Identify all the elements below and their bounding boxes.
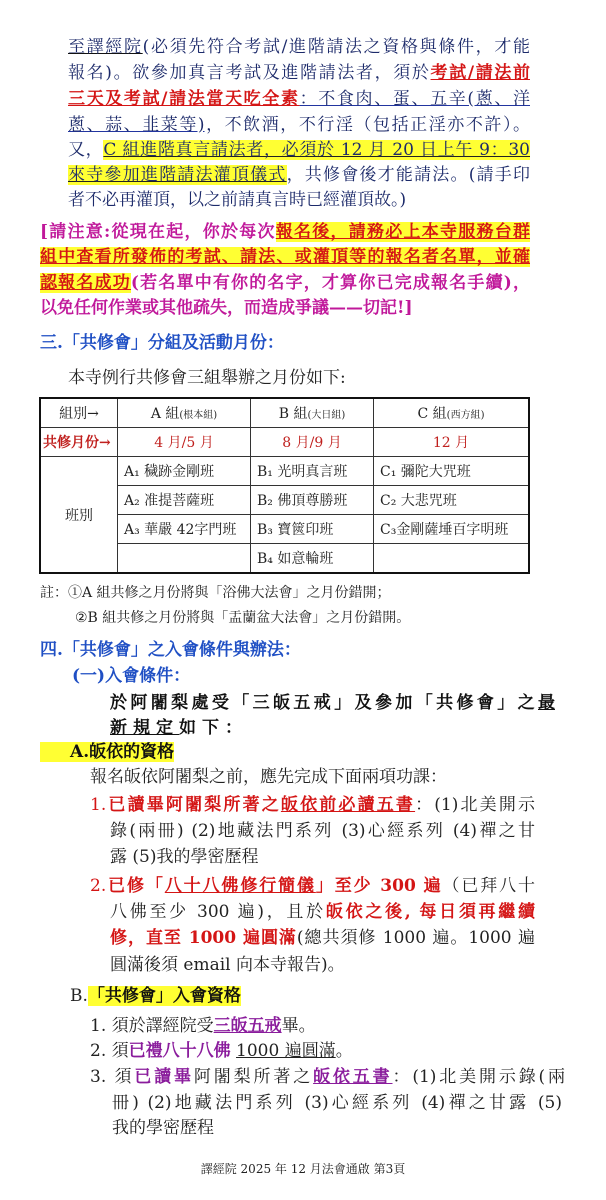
text-segment: (必須先符合考試/進階請法之資格與條件，才能 (142, 37, 531, 57)
text-segment: 者不必再灌頂，以之前請真言時已經灌頂故。) (68, 190, 407, 210)
group-a-header (118, 398, 251, 428)
text-line (110, 927, 535, 949)
text-segment: 三皈五戒 (213, 1016, 282, 1036)
text-segment: 蔥、蒜、韭菜等) (68, 115, 205, 135)
text-segment: 已修「 (106, 876, 165, 896)
text-segment: 畢。 (281, 1016, 316, 1036)
text-segment: ，不飲酒，不行淫（包括正淫亦不許）。 (204, 115, 530, 135)
class-cell: C₁ 彌陀大咒班 (374, 457, 530, 486)
text-segment: 2. 須 (90, 1041, 129, 1061)
class-cell: B₁ 光明真言班 (251, 457, 374, 486)
text-line (68, 164, 530, 186)
text-segment: 1. 須於譯經院受 (90, 1016, 214, 1036)
text-segment: 認報名成功 (40, 273, 131, 293)
page-footer: 譯經院 2025 年 12 月法會通啟 第3頁 (200, 1162, 406, 1176)
group-table (39, 397, 530, 574)
text-line (110, 820, 535, 842)
class-cell: B₃ 寶篋印班 (251, 515, 374, 544)
text-segment: 「共修會」入會資格 (87, 986, 241, 1006)
text-segment: 我的學密歷程 (112, 1118, 214, 1138)
text-segment: (總共須修 1000 遍。1000 遍 (296, 928, 535, 948)
notice-line (40, 297, 413, 319)
text-segment: 本寺例行共修會三組舉辦之月份如下: (68, 368, 346, 388)
text-segment: 修，直至 1000 遍圓滿 (110, 928, 297, 948)
months-cell: 8 月/9 月 (251, 428, 374, 457)
text-line (112, 1117, 214, 1139)
notice-line (40, 272, 530, 294)
text-segment: 於阿闍梨處受「三皈五戒」及參加「共修會」之 (110, 693, 538, 713)
text-segment: 三天及考試/請法當天吃全素 (68, 89, 300, 109)
text-segment: A.皈依的資格 (70, 742, 175, 762)
class-cell (118, 544, 251, 574)
class-cell: B₂ 佛頂尊勝班 (251, 486, 374, 515)
text-segment: 露 (5)我的學密歷程 (110, 847, 259, 867)
text-segment: 報名皈依阿闍梨之前，應先完成下面兩項功課： (90, 767, 447, 787)
text-segment: 已讀畢阿闍梨所著之 (106, 795, 281, 815)
notice-line (40, 221, 530, 243)
table-note (75, 607, 410, 629)
text-line (68, 139, 530, 161)
class-label-cell: 班別 (40, 457, 118, 574)
text-line (112, 1092, 562, 1114)
text-segment: 1000 遍圓滿 (236, 1041, 336, 1061)
text-line (90, 766, 447, 788)
group-sub: (西方組) (446, 410, 485, 421)
text-segment: (若名單中有你的名字，才算你已完成報名手續)， (130, 273, 531, 293)
notice-line (40, 246, 530, 268)
months-cell: 12 月 (374, 428, 530, 457)
list-item (90, 1066, 565, 1088)
text-segment: 圓滿後須 email 向本寺報告)。 (110, 955, 345, 975)
class-cell (374, 544, 530, 574)
months-label-cell: 共修月份→ (40, 428, 118, 457)
table-row (40, 428, 529, 457)
subsection-heading (72, 665, 190, 687)
section-heading (40, 332, 284, 354)
text-segment: ②B 組共修之月份將與「盂蘭盆大法會」之月份錯開。 (75, 610, 411, 626)
text-segment: 皈依之後, 每日須再繼續 (325, 902, 535, 922)
text-segment: 3. 須 (90, 1067, 135, 1087)
class-cell: A₂ 准提菩薩班 (118, 486, 251, 515)
class-cell: A₃ 華嚴 42字門班 (118, 515, 251, 544)
text-segment: 以免任何作業或其他疏失，而造成爭議——切記!] (40, 298, 413, 318)
text-segment: （已拜八十 (442, 876, 536, 896)
class-cell: B₄ 如意輪班 (251, 544, 374, 574)
text-segment: 考試/請法前 (430, 63, 530, 83)
text-segment: 至譯經院 (68, 37, 143, 57)
text-line (90, 794, 535, 816)
text-segment: 來寺參加進階請法灌頂儀式 (68, 165, 287, 185)
text-segment: 」至少 300 遍 (315, 876, 443, 896)
text-segment: 皈依前必讀五書 (280, 795, 416, 815)
text-segment: 冊) (2)地藏法門系列 (3)心經系列 (4)禪之甘露 (5) (112, 1093, 562, 1113)
class-cell: C₂ 大悲咒班 (374, 486, 530, 515)
text-segment: C 組進階真言請法者，必須於 12 月 20 日上午 9：30 (103, 140, 530, 160)
text-segment: 最 (538, 693, 555, 713)
group-name: A 組 (150, 406, 180, 422)
table-row (40, 398, 529, 428)
text-line (110, 901, 535, 923)
section-intro (68, 367, 346, 389)
list-item (90, 1015, 316, 1037)
group-c-header (374, 398, 530, 428)
item-heading-text (40, 742, 174, 762)
list-item (90, 1040, 353, 1062)
class-cell: C₃金剛薩埵百字明班 (374, 515, 530, 544)
item-heading-b (70, 985, 241, 1007)
text-line (68, 114, 530, 136)
text-segment: 新規定 (110, 718, 179, 738)
text-segment: 報名後，請務必上本寺服務台群 (275, 222, 530, 242)
text-line (68, 36, 530, 58)
text-segment: 註：①A 組共修之月份將與「浴佛大法會」之月份錯開； (40, 585, 391, 601)
text-line (110, 954, 345, 976)
text-segment: ：(1)北美開示 (415, 795, 535, 815)
text-segment: 已禮八十八佛 (128, 1041, 231, 1061)
text-segment: 已讀畢 (134, 1067, 194, 1087)
text-segment: 八佛至少 300 遍)，且於 (110, 902, 326, 922)
text-segment: B. (70, 986, 88, 1006)
class-cell: A₁ 穢跡金剛班 (118, 457, 251, 486)
text-segment: (一)入會條件： (72, 666, 191, 686)
text-line (90, 875, 535, 897)
table-row (40, 457, 529, 486)
text-segment: 三.「共修會」分組及活動月份： (40, 333, 284, 353)
text-segment: 四.「共修會」之入會條件與辦法： (40, 640, 301, 660)
text-segment: 報名)。欲參加真言考試及進階請法者，須於 (68, 63, 431, 83)
text-segment: 又， (68, 140, 104, 160)
section-heading (40, 639, 301, 661)
text-segment: ：不食肉、蛋、五辛(蔥、洋 (299, 89, 530, 109)
text-line (110, 692, 555, 714)
group-b-header (251, 398, 374, 428)
text-segment: 。 (335, 1041, 353, 1061)
months-cell: 4 月/5 月 (118, 428, 251, 457)
text-segment: ，共修會後才能請法。(請手印 (286, 165, 530, 185)
text-line (110, 846, 258, 868)
group-name: B 組 (278, 406, 308, 422)
text-line (110, 717, 248, 739)
text-segment: 阿闍梨所著之 (193, 1067, 314, 1087)
text-segment: 八十八佛修行簡儀 (164, 876, 316, 896)
text-line (68, 189, 406, 211)
item-heading-a (40, 741, 174, 763)
text-segment: [請注意:從現在起，你於每次 (40, 222, 276, 242)
table-note (40, 582, 391, 604)
group-sub: (根本組) (179, 410, 218, 421)
text-line (68, 88, 530, 110)
group-label-cell: 組別→ (40, 398, 118, 428)
text-segment: ：(1)北美開示錄(兩 (392, 1067, 566, 1087)
text-segment: 錄(兩冊) (2)地藏法門系列 (3)心經系列 (4)禪之甘 (110, 821, 535, 841)
text-line (68, 62, 530, 84)
group-sub: (大日組) (307, 410, 346, 421)
text-segment: 1. (90, 795, 107, 815)
text-segment: 皈依五書 (313, 1067, 393, 1087)
text-segment: 如下： (179, 718, 248, 738)
text-segment: 組中查看所發佈的考試、請法、或灌頂等的報名者名單，並確 (40, 247, 530, 267)
group-name: C 組 (417, 406, 447, 422)
text-segment: 2. (90, 876, 107, 896)
